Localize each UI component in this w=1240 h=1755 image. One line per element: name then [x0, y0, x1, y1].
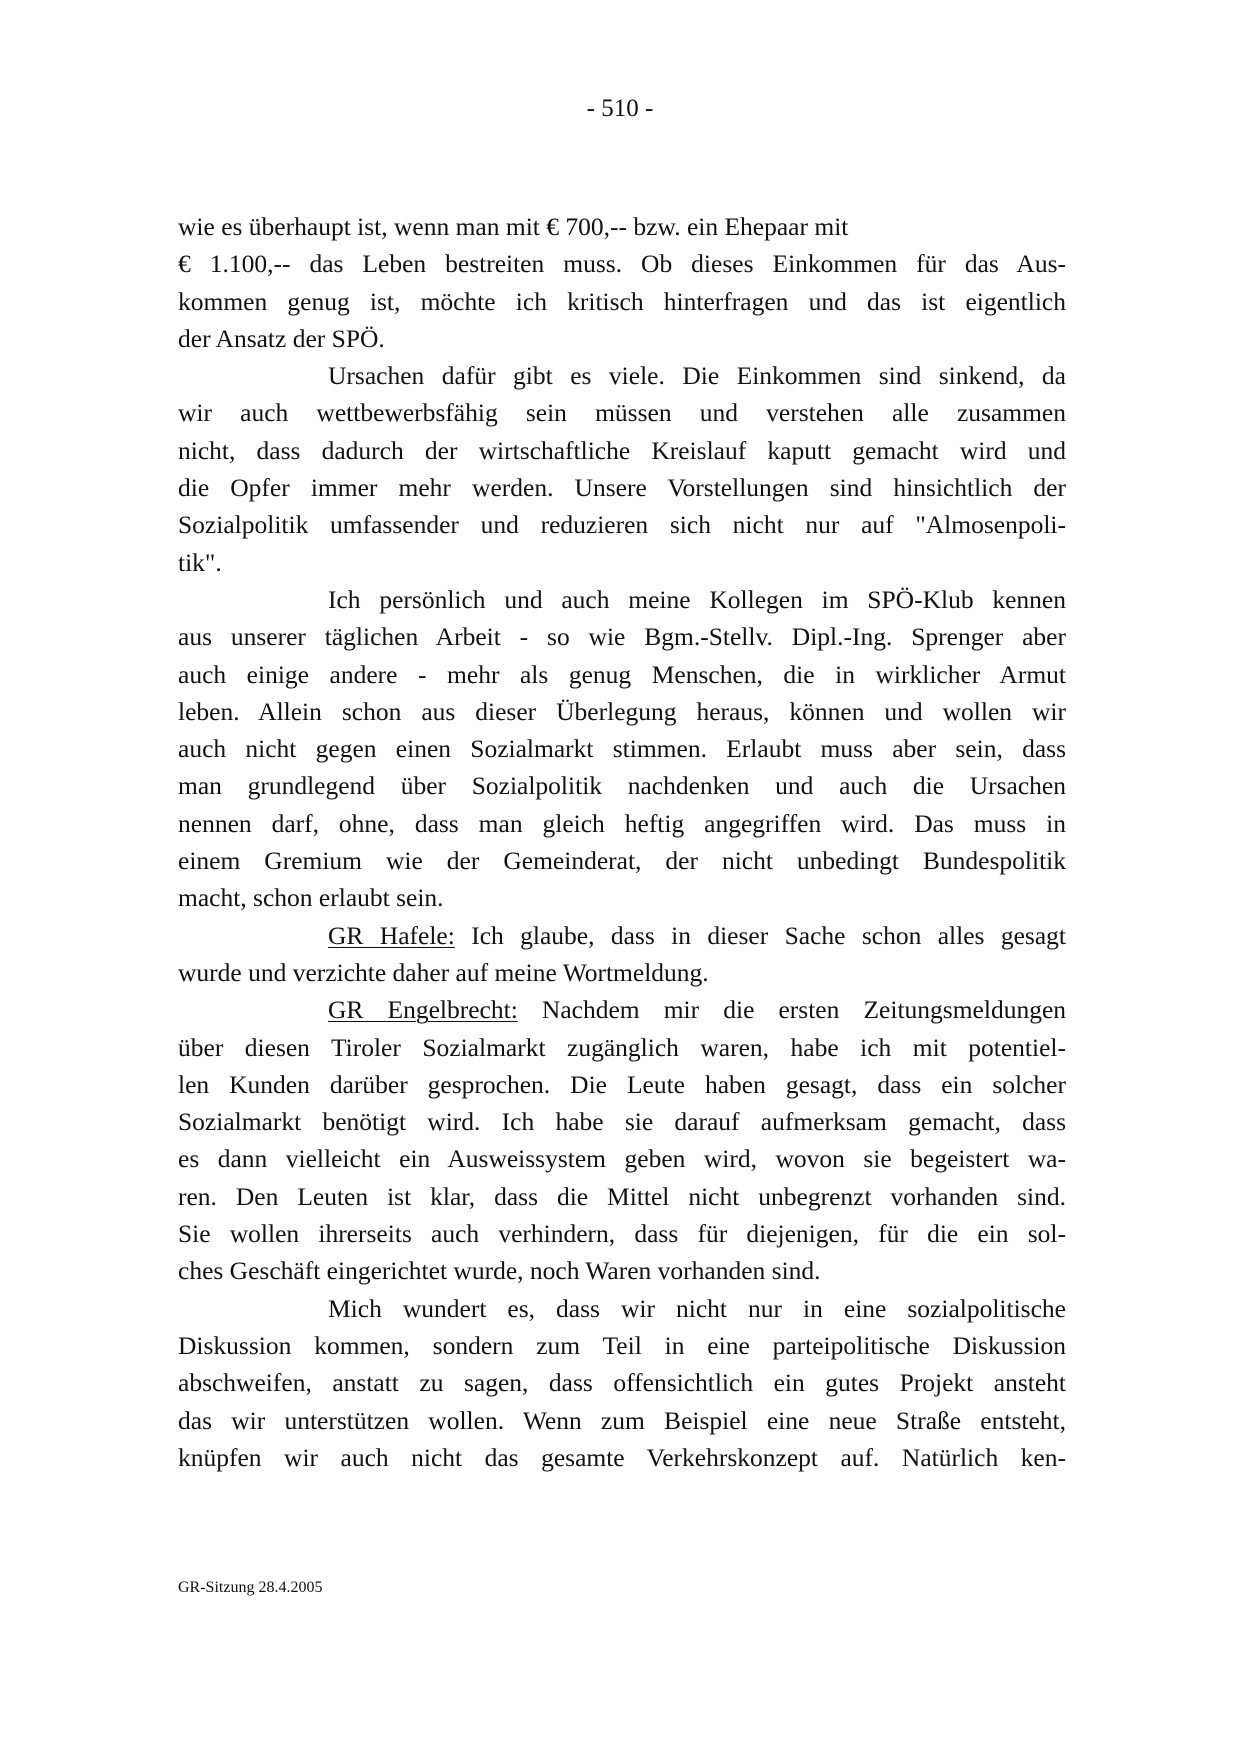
text-line: nicht, dass dadurch der wirtschaftliche Kreislauf kaputt gemacht wird und: [178, 435, 1066, 465]
text-line: macht, schon erlaubt sein.: [178, 883, 444, 913]
paragraph-start-line: Ich persönlich und auch meine Kollegen im SPÖ-Klub kennen: [328, 584, 1066, 614]
text-line: die Opfer immer mehr werden. Unsere Vorstellungen sind hinsichtlich der: [178, 473, 1066, 503]
document-body: [178, 208, 1066, 1476]
speaker-name: GR Engelbrecht:: [328, 995, 518, 1025]
text-line: einem Gremium wie der Gemeinderat, der nicht unbedingt Bundespolitik: [178, 846, 1066, 876]
text-line: man grundlegend über Sozialpolitik nachdenken und auch die Ursachen: [178, 771, 1066, 801]
text-line: Sozialmarkt benötigt wird. Ich habe sie darauf aufmerksam gemacht, dass: [178, 1107, 1066, 1137]
text-line: auch einige andere - mehr als genug Menschen, die in wirklicher Armut: [178, 659, 1066, 689]
footer-session-date: GR-Sitzung 28.4.2005: [178, 1579, 323, 1596]
speech-text: Nachdem mir die ersten Zeitungsmeldungen: [541, 995, 1067, 1025]
text-line: leben. Allein schon aus dieser Überlegung heraus, können und wollen wir: [178, 696, 1066, 726]
text-line: der Ansatz der SPÖ.: [178, 323, 385, 353]
text-line: € 1.100,-- das Leben bestreiten muss. Ob dieses Einkommen für das Aus-: [178, 249, 1066, 279]
text-line: über diesen Tiroler Sozialmarkt zugänglich waren, habe ich mit potentiel-: [178, 1032, 1066, 1062]
text-line: Sie wollen ihrerseits auch verhindern, dass für diejenigen, für die ein sol-: [178, 1219, 1066, 1249]
text-line: aus unserer täglichen Arbeit - so wie Bgm.-Stellv. Dipl.-Ing. Sprenger aber: [178, 622, 1066, 652]
text-line: auch nicht gegen einen Sozialmarkt stimmen. Erlaubt muss aber sein, dass: [178, 734, 1066, 764]
text-line: wie es überhaupt ist, wenn man mit € 700,-- bzw. ein Ehepaar mit: [178, 212, 849, 241]
text-line: ches Geschäft eingerichtet wurde, noch Waren vorhanden sind.: [178, 1256, 821, 1286]
speaker-line-hafele: [178, 917, 1066, 954]
text-line: abschweifen, anstatt zu sagen, dass offensichtlich ein gutes Projekt ansteht: [178, 1368, 1066, 1398]
page-number: - 510 -: [586, 95, 654, 122]
text-line: das wir unterstützen wollen. Wenn zum Beispiel eine neue Straße entsteht,: [178, 1405, 1066, 1435]
text-line: nennen darf, ohne, dass man gleich heftig angegriffen wird. Das muss in: [178, 808, 1066, 838]
text-line: tik".: [178, 547, 222, 577]
text-line: wir auch wettbewerbsfähig sein müssen und verstehen alle zusammen: [178, 398, 1066, 428]
speaker-name: GR Hafele:: [328, 920, 455, 950]
paragraph-start-line: Ursachen dafür gibt es viele. Die Einkommen sind sinkend, da: [328, 361, 1066, 391]
text-line: knüpfen wir auch nicht das gesamte Verkehrskonzept auf. Natürlich ken-: [178, 1442, 1066, 1472]
text-line: wurde und verzichte daher auf meine Wortmeldung.: [178, 957, 709, 987]
paragraph-start-line: Mich wundert es, dass wir nicht nur in eine sozialpolitische: [328, 1293, 1066, 1323]
speech-text: Ich glaube, dass in dieser Sache schon alles gesagt: [471, 920, 1066, 950]
text-line: Diskussion kommen, sondern zum Teil in eine parteipolitische Diskussion: [178, 1330, 1066, 1360]
text-line: len Kunden darüber gesprochen. Die Leute haben gesagt, dass ein solcher: [178, 1069, 1066, 1099]
speaker-line-engelbrecht: [178, 991, 1066, 1028]
text-line: kommen genug ist, möchte ich kritisch hinterfragen und das ist eigentlich: [178, 286, 1066, 316]
text-line: Sozialpolitik umfassender und reduzieren sich nicht nur auf "Almosenpoli-: [178, 510, 1066, 540]
text-line: es dann vielleicht ein Ausweissystem geben wird, wovon sie begeistert wa-: [178, 1144, 1066, 1174]
text-line: ren. Den Leuten ist klar, dass die Mittel nicht unbegrenzt vorhanden sind.: [178, 1181, 1066, 1211]
